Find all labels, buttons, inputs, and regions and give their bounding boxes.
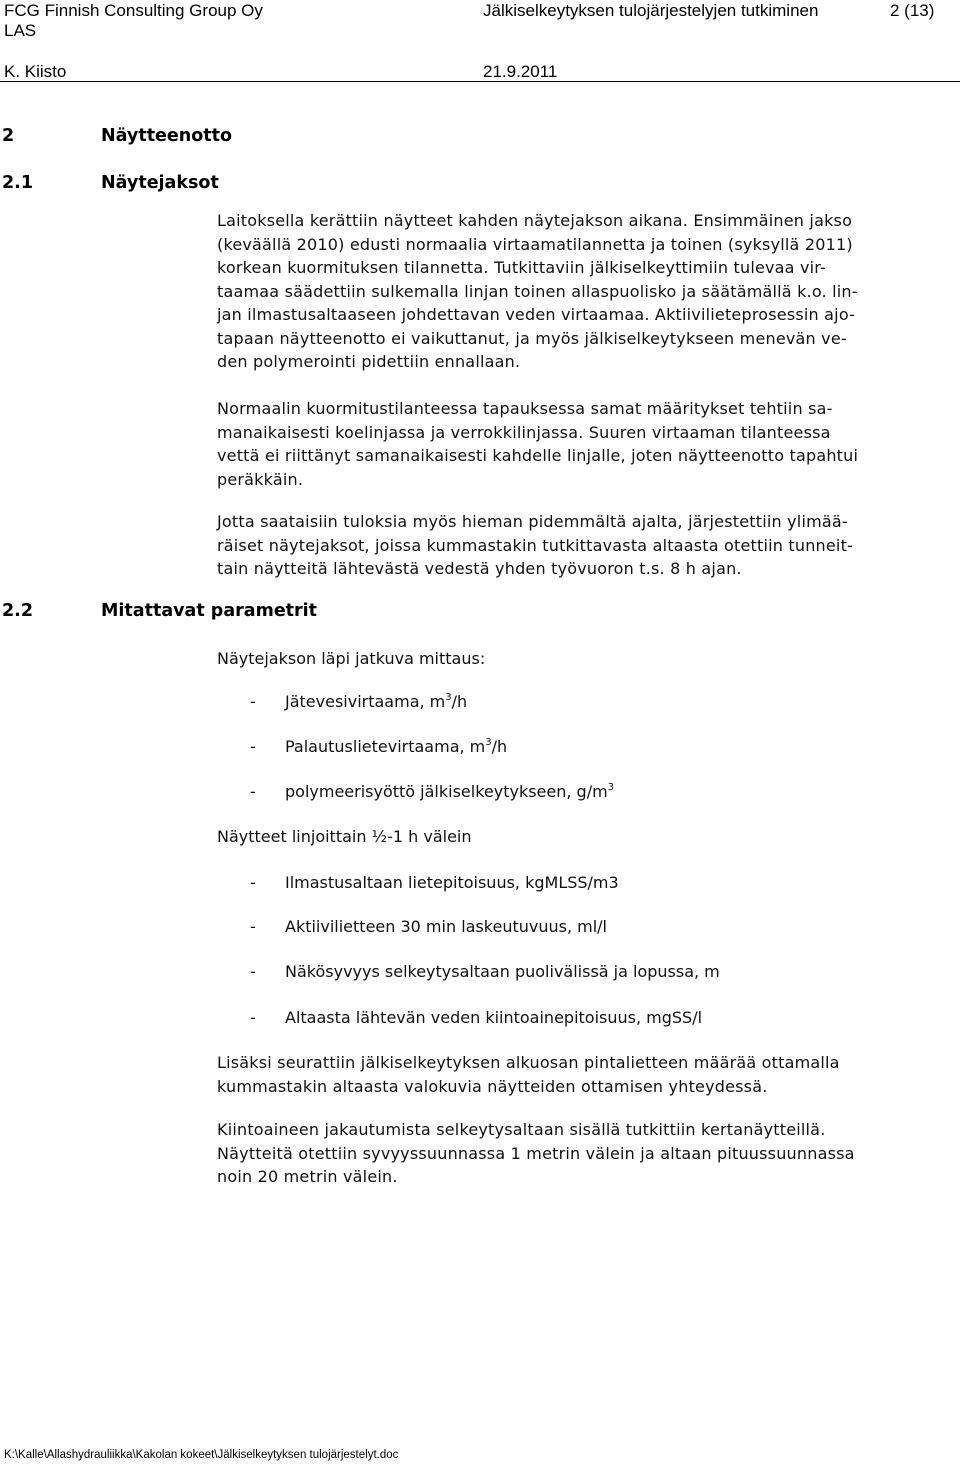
list-dash: - — [250, 737, 256, 756]
list-dash: - — [250, 962, 256, 981]
footer-file-path: K:\Kalle\Allashydrauliikka\Kakolan kokeet\Jälkiselkeytyksen tulojärjestelyt.doc — [4, 1449, 399, 1461]
list-item — [250, 691, 467, 713]
list-dash: - — [250, 1008, 256, 1027]
paragraph-sampling-periods: Laitoksella kerättiin näytteet kahden näytejakson aikana. Ensimmäinen jakso (keväällä 2010) edusti normaalia virtaamatilannetta ja toinen (syksyllä 2011) korkean kuormituksen tilannetta. Tutkittaviin jälkiselkeyttimiin tulevaa vir- taamaa säädettiin sulkemalla linjan toinen allaspuolisko ja säätämällä k.o. lin- jan ilmastusaltaaseen johdettavan veden virtaamaa. Aktiivilieteprosessin ajo- tapaan näytteenotto ei vaikuttanut, ja myös jälkiselkeytykseen menevän ve- den polymerointi pidettiin ennallaan. — [217, 211, 858, 371]
heading-section-2-2-title: Mitattavat parametrit — [101, 601, 318, 621]
list-dash: - — [250, 692, 256, 711]
heading-section-2-1-title: Näytejaksot — [101, 173, 219, 193]
heading-section-2-1 — [2, 172, 219, 194]
list-item — [250, 781, 614, 803]
header-author: K. Kiisto — [4, 62, 67, 81]
paragraph-load-situations: Normaalin kuormitustilanteessa tapauksessa samat määritykset tehtiin sa- manaikaisesti koelinjassa ja verrokkilinjassa. Suuren virtaaman tilanteessa vettä ei riittänyt samanaikaisesti kahdelle linjalle, joten näytteenotto tapahtui peräkkäin. — [217, 399, 859, 489]
paragraph-surface-sludge: Lisäksi seurattiin jälkiselkeytyksen alkuosan pintalietteen määrää ottamalla kummastakin altaasta valokuvia näytteiden ottamisen yhteydessä. — [217, 1053, 840, 1096]
list-item-text: polymeerisyöttö jälkiselkeytykseen, g/m — [285, 782, 608, 801]
header-company-unit: LAS — [4, 21, 37, 40]
heading-section-2-title: Näytteenotto — [101, 126, 233, 146]
heading-section-2-2 — [2, 600, 317, 622]
samples-label: Näytteet linjoittain ½-1 h välein — [217, 827, 472, 846]
heading-section-2 — [2, 125, 232, 147]
list-item — [250, 961, 720, 983]
list-item-text: Palautuslietevirtaama, m — [285, 737, 486, 756]
list-dash: - — [250, 873, 256, 892]
list-dash: - — [250, 917, 256, 936]
list-item-superscript: 3 — [485, 737, 492, 748]
list-dash: - — [250, 782, 256, 801]
list-item-text: Ilmastusaltaan lietepitoisuus, kgMLSS/m3 — [285, 873, 619, 892]
heading-section-2-number: 2 — [2, 126, 15, 146]
list-item-suffix: /h — [491, 737, 508, 756]
list-item-text: Jätevesivirtaama, m — [285, 692, 446, 711]
list-item-text: Altaasta lähtevän veden kiintoainepitoisuus, mgSS/l — [285, 1008, 703, 1027]
list-item-suffix: /h — [451, 692, 468, 711]
header-document-title: Jälkiselkeytyksen tulojärjestelyjen tutkiminen — [483, 1, 819, 20]
header-page-number: 2 (13) — [890, 1, 935, 20]
list-item-text: Aktiivilietteen 30 min laskeutuvuus, ml/l — [285, 917, 607, 936]
header-company: FCG Finnish Consulting Group Oy — [4, 1, 263, 20]
header-date: 21.9.2011 — [483, 62, 558, 81]
list-item — [250, 1007, 702, 1029]
list-item — [250, 736, 507, 758]
heading-section-2-2-number: 2.2 — [2, 601, 34, 621]
list-item — [250, 916, 607, 938]
heading-section-2-1-number: 2.1 — [2, 173, 34, 193]
continuous-measurement-label: Näytejakson läpi jatkuva mittaus: — [217, 649, 486, 668]
list-item-text: Näkösyvyys selkeytysaltaan puolivälissä ja lopussa, m — [285, 962, 720, 981]
header-divider — [0, 81, 960, 82]
paragraph-extra-periods: Jotta saataisiin tuloksia myös hieman pidemmältä ajalta, järjestettiin ylimää- räiset näytejaksot, joissa kummastakin tutkittavasta altaasta otettiin tunneit- tain näytteitä lähtevästä vedestä yhden työvuoron t.s. 8 h ajan. — [217, 512, 854, 578]
list-item-superscript: 3 — [607, 782, 615, 793]
paragraph-solids-distribution: Kiintoaineen jakautumista selkeytysaltaan sisällä tutkittiin kertanäytteillä. Näytteitä otettiin syvyyssuunnassa 1 metrin välein ja altaan pituussuunnassa noin 20 metrin välein. — [217, 1120, 855, 1186]
list-item-superscript: 3 — [445, 692, 452, 703]
list-item — [250, 872, 619, 894]
